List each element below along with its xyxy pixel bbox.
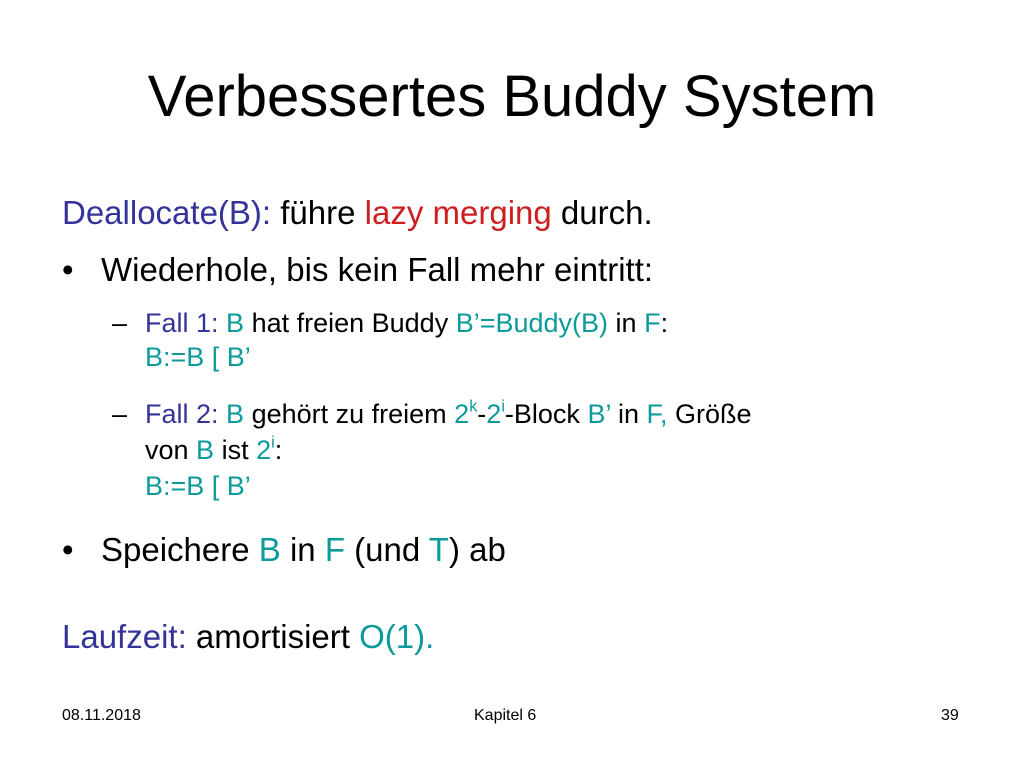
bullet-marker: •: [62, 251, 74, 288]
fall2-label: Fall 2:: [145, 399, 219, 429]
fall1-space: [219, 308, 227, 338]
fall2-minus: -: [477, 399, 487, 429]
runtime-label: Laufzeit:: [62, 618, 187, 655]
intro-highlight: lazy merging: [364, 194, 552, 231]
fall2-line2-pow-exp: i: [271, 433, 275, 452]
fall2-bprime: B’: [587, 399, 611, 429]
store-text: Speichere: [101, 531, 259, 568]
fall1-line1: [145, 306, 668, 340]
intro-line: [62, 193, 653, 233]
fall2-in: in: [610, 399, 647, 429]
fall2-line2-b: B: [196, 435, 215, 465]
intro-text: führe: [271, 194, 365, 231]
bullet-store: [101, 530, 506, 570]
footer-page-number: 39: [941, 707, 959, 724]
fall2-line2-pow-base: 2: [256, 435, 272, 465]
fall2-b: B: [226, 399, 245, 429]
store-t: T: [428, 531, 449, 568]
footer-chapter: Kapitel 6: [474, 707, 537, 724]
fall1-line2: B:=B [ B’: [145, 342, 251, 372]
dash-marker: –: [112, 308, 128, 338]
fall2-pow-k: [454, 399, 477, 429]
store-f: F: [324, 531, 345, 568]
fall2-size: Größe: [667, 399, 752, 429]
fall2-f: F,: [646, 399, 668, 429]
fall2-text: gehört zu freiem: [244, 399, 455, 429]
fall2-pow-i: [486, 399, 505, 429]
fall2-pow-i-exp: i: [501, 397, 505, 416]
bullet-marker: •: [62, 531, 74, 568]
fall1-in: in: [608, 308, 645, 338]
fall2-line2-pow: [256, 435, 275, 465]
bullet-repeat: Wiederhole, bis kein Fall mehr eintritt:: [101, 251, 654, 288]
fall2-line1: [145, 397, 752, 431]
fall2-pow-i-base: 2: [486, 399, 502, 429]
runtime-complexity: O(1).: [359, 618, 435, 655]
runtime-line: [62, 617, 434, 657]
intro-end: durch.: [551, 194, 653, 231]
fall1-label: Fall 1:: [145, 308, 219, 338]
fall2-space: [219, 399, 227, 429]
fall1-f: F: [644, 308, 661, 338]
fall2-ist: ist: [214, 435, 257, 465]
dash-marker: –: [112, 399, 128, 429]
fall2-von: von: [145, 435, 197, 465]
fall2-pow-k-base: 2: [454, 399, 470, 429]
intro-keyword: Deallocate(B):: [62, 194, 272, 231]
fall1-colon: :: [660, 308, 669, 338]
store-in: in: [280, 531, 325, 568]
fall2-line3: B:=B [ B’: [145, 471, 251, 501]
fall2-line2-colon: :: [274, 435, 283, 465]
slide-title: Verbessertes Buddy System: [147, 64, 877, 129]
footer-date: 08.11.2018: [62, 707, 141, 724]
runtime-text: amortisiert: [186, 618, 360, 655]
fall2-line2: [145, 433, 282, 467]
store-ab: ) ab: [448, 531, 506, 568]
fall1-buddy: B’=Buddy(B): [455, 308, 609, 338]
fall2-pow-k-exp: k: [469, 397, 478, 416]
fall2-block: -Block: [504, 399, 588, 429]
fall1-text: hat freien Buddy: [244, 308, 456, 338]
store-b: B: [258, 531, 281, 568]
fall1-b: B: [226, 308, 245, 338]
store-und: (und: [344, 531, 429, 568]
